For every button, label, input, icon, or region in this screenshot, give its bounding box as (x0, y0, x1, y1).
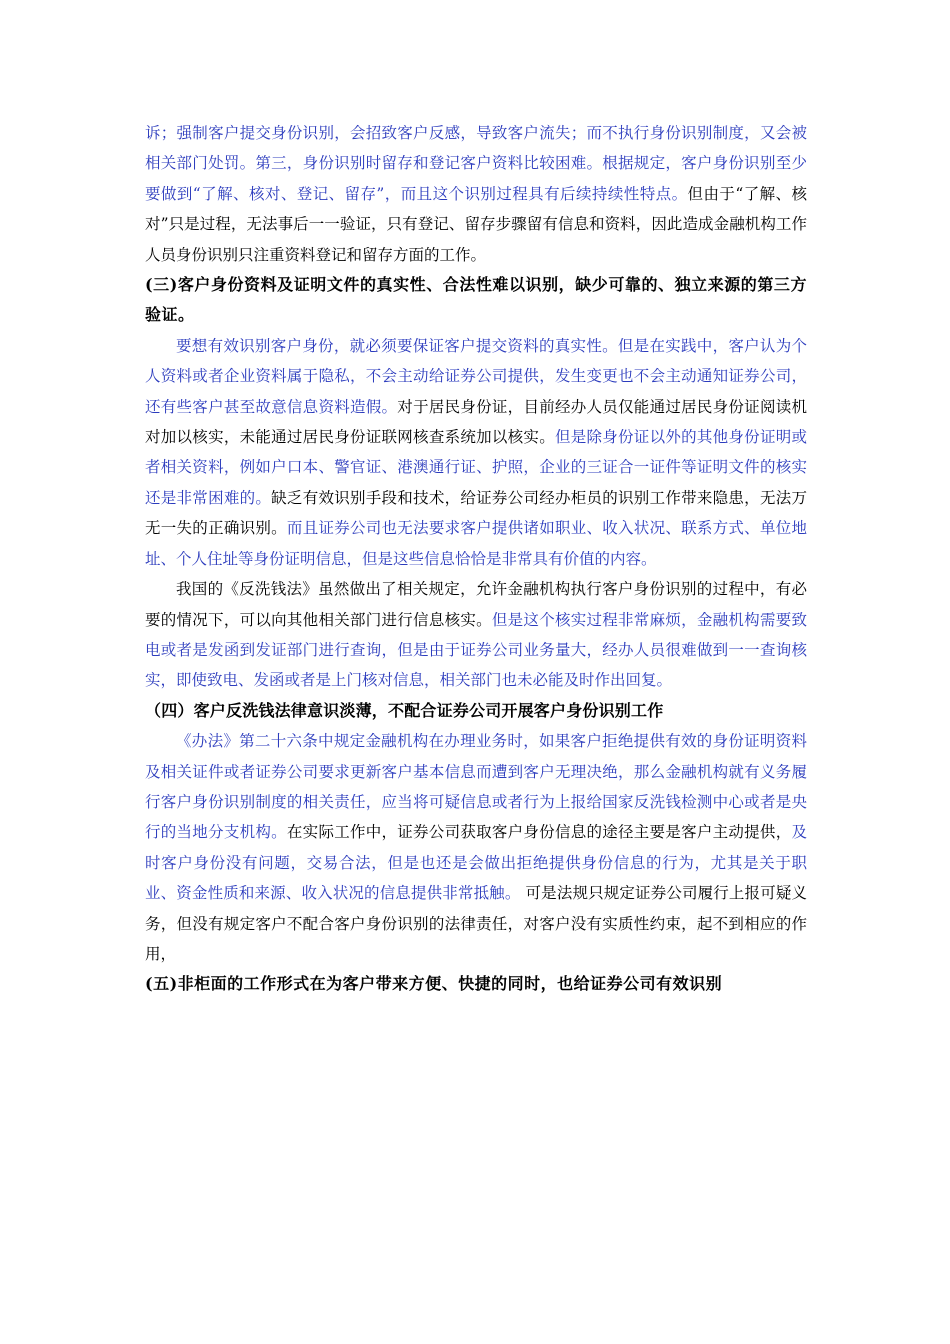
text-run: 而且证券公司也无法要求客户提供诸如职业、收入状况、联系方式、单位地址、个人住址等身份证明信息，但是这些信息恰恰是非常具有价值的内容。 (145, 519, 807, 568)
section-heading-h4: （四）客户反洗钱法律意识淡薄，不配合证券公司开展客户身份识别工作 (145, 700, 664, 720)
body-paragraph-p1 (145, 118, 807, 270)
text-run: 但由于“了解、核对”只是过程，无法事后一一验证，只有登记、留存步骤留有信息和资料，因此造成金融机构工作人员身份识别只注重资料登记和留存方面的工作。 (145, 184, 807, 264)
text-run: 但是这个核实过程非常麻烦，金融机构需要致电或者是发函到发证部门进行查询，但是由于证券公司业务量大，经办人员很难做到一一查询核实，即使致电、发函或者是上门核对信息，相关部门也未必能及时作出回复。 (145, 610, 807, 690)
section-heading-h5: (五)非柜面的工作形式在为客户带来方便、快捷的同时，也给证券公司有效识别 (145, 974, 723, 994)
text-run: 及时客户身份没有问题，交易合法，但是也还是会做出拒绝提供身份信息的行为，尤其是关于职业、资金性质和来源、收入状况的信息提供非常抵触。 (145, 823, 807, 903)
text-run: 我国的《反洗钱法》虽然做出了相关规定，允许金融机构执行客户身份识别的过程中，有必要的情况下，可以向其他相关部门进行信息核实。 (145, 580, 807, 629)
text-run: 对于居民身份证，目前经办人员仅能通过居民身份证阅读机对加以核实，未能通过居民身份证联网核查系统加以核实。 (145, 397, 807, 447)
body-paragraph-p3 (145, 574, 807, 696)
text-run: 在实际工作中，证券公司获取客户身份信息的途径主要是客户主动提供， (286, 823, 792, 842)
text-run: 要想有效识别客户身份，就必须要保证客户提交资料的真实性。但是在实践中，客户认为个人资料或者企业资料属于隐私，不会主动给证券公司提供，发生变更也不会主动通知证券公司，还有些客户甚至故意信息资料造假。 (145, 336, 807, 416)
text-run: 诉；强制客户提交身份识别，会招致客户反感，导致客户流失；而不执行身份识别制度，又会被相关部门处罚。第三，身份识别时留存和登记客户资料比较困难。根据规定，客户身份识别至少要做到“了解、核对、登记、留存”，而且这个识别过程具有后续持续性特点。 (145, 124, 807, 203)
document-page (145, 118, 807, 1000)
body-paragraph-p4 (145, 726, 807, 969)
text-run: 缺乏有效识别手段和技术，给证券公司经办柜员的识别工作带来隐患，无法万无一失的正确识别。 (145, 488, 807, 538)
text-run: 《办法》第二十六条中规定金融机构在办理业务时，如果客户拒绝提供有效的身份证明资料及相关证件或者证券公司要求更新客户基本信息而遭到客户无理决绝，那么金融机构就有义务履行客户身份识别制度的相关责任，应当将可疑信息或者行为上报给国家反洗钱检测中心或者是央行的当地分支机构。 (145, 732, 807, 842)
section-heading-h3: (三)客户身份资料及证明文件的真实性、合法性难以识别，缺少可靠的、独立来源的第三方验证。 (145, 275, 807, 325)
text-run: 可是法规只规定证券公司履行上报可疑义务，但没有规定客户不配合客户身份识别的法律责任，对客户没有实质性约束，起不到相应的作用， (145, 884, 807, 963)
text-run: 但是除身份证以外的其他身份证明或者相关资料，例如户口本、警官证、港澳通行证、护照，企业的三证合一证件等证明文件的核实还是非常困难的。 (145, 428, 807, 507)
body-paragraph-p2 (145, 331, 807, 574)
